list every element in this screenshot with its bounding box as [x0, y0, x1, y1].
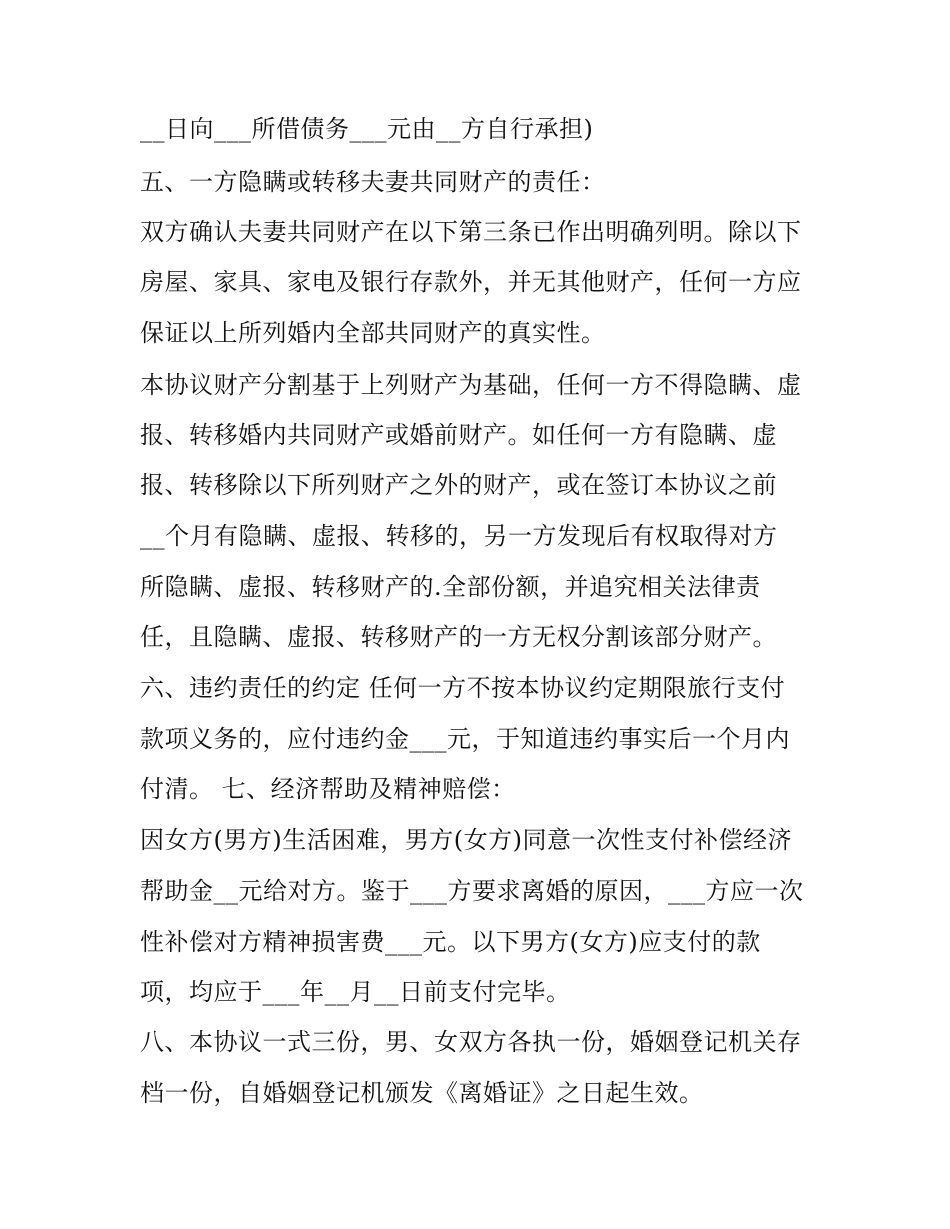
- text-line: 保证以上所列婚内全部共同财产的真实性。: [140, 319, 606, 347]
- section-heading-5: 五、一方隐瞒或转移夫妻共同财产的责任：: [140, 168, 606, 196]
- text-line: 项，均应于___年__月__日前支付完毕。: [140, 978, 571, 1006]
- text-line: 报、转移除以下所列财产之外的财产，或在签订本协议之前: [140, 471, 777, 499]
- section-heading-8: 八、本协议一式三份，男、女双方各执一份，婚姻登记机关存: [140, 1028, 802, 1056]
- text-line: 报、转移婚内共同财产或婚前财产。如任何一方有隐瞒、虚: [140, 421, 777, 449]
- text-line: 所隐瞒、虚报、转移财产的.全部份额，并追究相关法律责: [140, 573, 761, 601]
- text-line: 房屋、家具、家电及银行存款外，并无其他财产，任何一方应: [140, 268, 802, 296]
- text-line: 任，且隐瞒、虚报、转移财产的一方无权分割该部分财产。: [140, 623, 777, 651]
- text-line: 款项义务的，应付违约金___元，于知道违约事实后一个月内: [140, 725, 790, 753]
- text-line: 本协议财产分割基于上列财产为基础，任何一方不得隐瞒、虚: [140, 371, 802, 399]
- text-line: 因女方(男方)生活困难，男方(女方)同意一次性支付补偿经济: [140, 826, 792, 854]
- text-line: __日向___所借债务___元由__方自行承担): [140, 115, 594, 143]
- section-heading-7: 付清。 七、经济帮助及精神赔偿：: [140, 775, 516, 803]
- section-heading-6: 六、违约责任的约定 任何一方不按本协议约定期限旅行支付: [140, 674, 786, 702]
- text-line: 帮助金__元给对方。鉴于___方要求离婚的原因，___方应一次: [140, 877, 804, 905]
- text-line: __个月有隐瞒、虚报、转移的，另一方发现后有权取得对方: [140, 522, 778, 550]
- text-line: 档一份，自婚姻登记机颁发《离婚证》之日起生效。: [140, 1079, 704, 1107]
- text-line: 双方确认夫妻共同财产在以下第三条已作出明确列明。除以下: [140, 218, 802, 246]
- text-line: 性补偿对方精神损害费___元。以下男方(女方)应支付的款: [140, 928, 761, 956]
